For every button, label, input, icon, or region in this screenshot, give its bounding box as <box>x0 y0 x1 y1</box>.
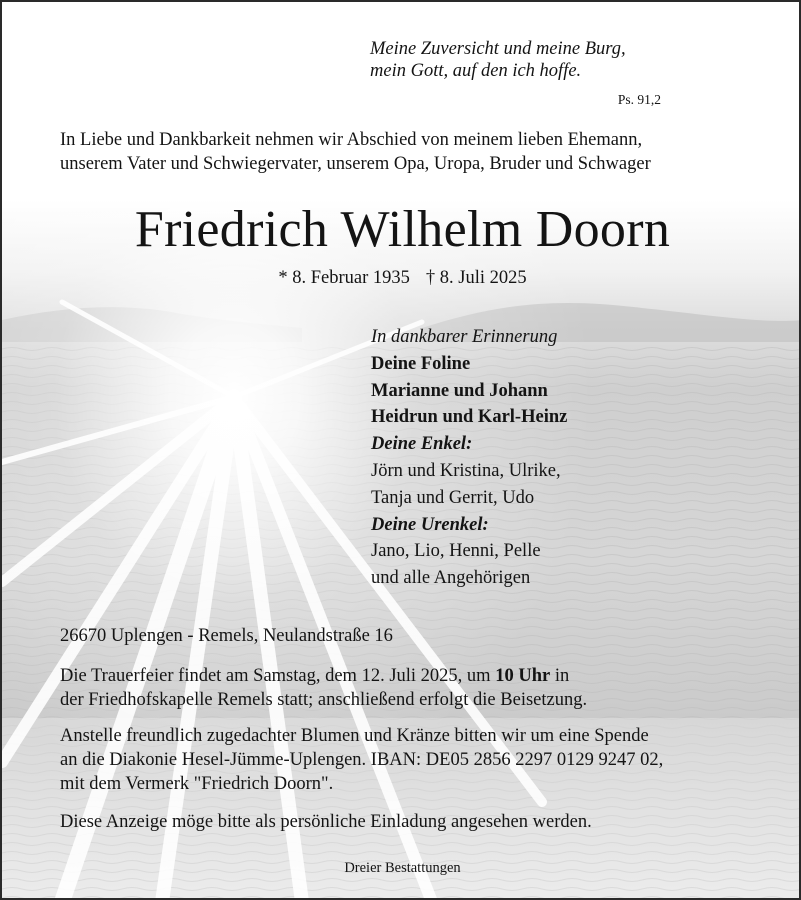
other-relatives: und alle Angehörigen <box>371 568 531 589</box>
undertaker-name: Dreier Bestattungen <box>344 860 461 876</box>
funeral-text: Die Trauerfeier findet am Samstag, dem 12. Juli 2025, um <box>60 666 496 686</box>
funeral-info <box>60 664 587 712</box>
intro-line: unserem Vater und Schwiegervater, unserem Opa, Uropa, Bruder und Schwager <box>60 154 651 174</box>
bible-verse <box>370 38 626 82</box>
grandchildren-label: Deine Enkel: <box>371 434 473 455</box>
mourner-name: Heidrun und Karl-Heinz <box>371 407 568 428</box>
grandchildren-names: Jörn und Kristina, Ulrike, <box>371 460 561 481</box>
deceased-name: Friedrich Wilhelm Doorn <box>134 201 671 258</box>
mourning-address: 26670 Uplengen - Remels, Neulandstraße 16 <box>60 626 393 646</box>
intro-line: In Liebe und Dankbarkeit nehmen wir Abschied von meinem lieben Ehemann, <box>60 130 643 150</box>
funeral-line <box>60 664 587 688</box>
mourner-name: Deine Foline <box>371 353 471 374</box>
mourner-name: Marianne und Johann <box>371 380 548 401</box>
mourners-list <box>371 324 567 592</box>
verse-line: Meine Zuversicht und meine Burg, <box>370 39 626 59</box>
life-dates <box>2 268 801 289</box>
donation-line: mit dem Vermerk "Friedrich Doorn". <box>60 774 334 794</box>
invitation-note: Diese Anzeige möge bitte als persönliche Einladung angesehen werden. <box>60 812 592 832</box>
verse-reference: Ps. 91,2 <box>617 92 661 107</box>
funeral-text: in <box>550 666 570 686</box>
funeral-line: der Friedhofskapelle Remels statt; anschließend erfolgt die Beisetzung. <box>60 690 588 710</box>
donation-line: an die Diakonie Hesel-Jümme-Uplengen. IBAN: DE05 2856 2297 0129 9247 02, <box>60 750 664 770</box>
grandchildren-names: Tanja und Gerrit, Udo <box>371 487 535 508</box>
mourners-heading: In dankbarer Erinnerung <box>371 327 558 347</box>
intro-text <box>60 128 651 176</box>
funeral-time: 10 Uhr <box>495 666 551 686</box>
verse-line: mein Gott, auf den ich hoffe. <box>370 61 582 81</box>
great-grandchildren-names: Jano, Lio, Henni, Pelle <box>371 541 541 562</box>
donation-request <box>60 724 663 796</box>
great-grandchildren-label: Deine Urenkel: <box>371 514 489 535</box>
death-date: † 8. Juli 2025 <box>425 268 527 288</box>
birth-date: * 8. Februar 1935 <box>278 268 410 288</box>
donation-line: Anstelle freundlich zugedachter Blumen und Kränze bitten wir um eine Spende <box>60 726 649 746</box>
